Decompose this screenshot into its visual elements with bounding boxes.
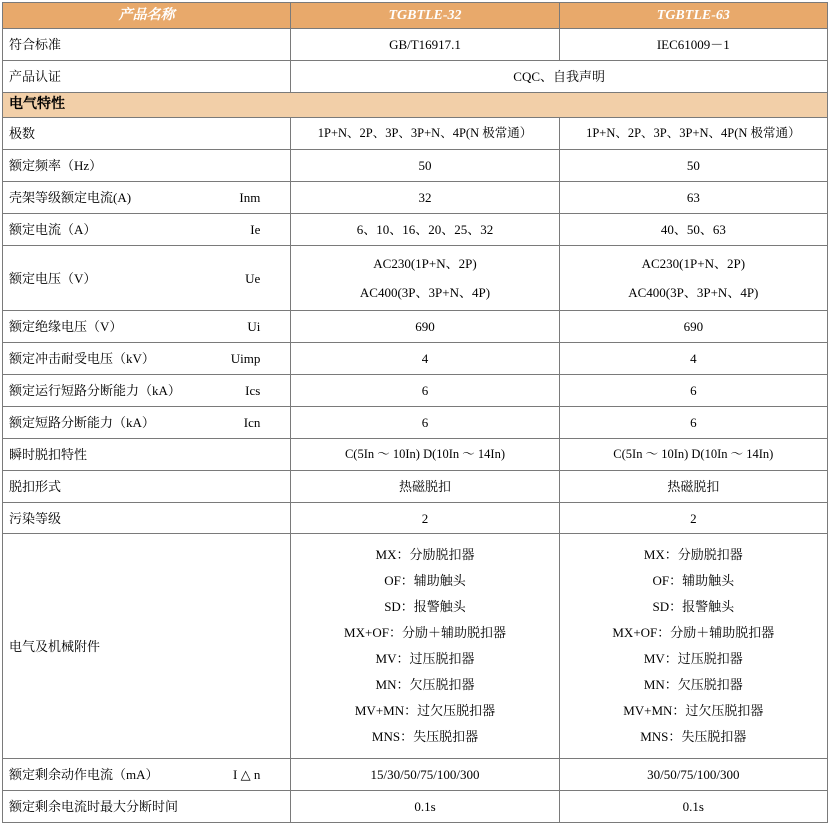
table-row	[3, 311, 828, 343]
table-row	[3, 407, 828, 439]
row-value-frame-current-b: 63	[559, 182, 827, 214]
row-value-residual-current-a: 15/30/50/75/100/300	[291, 759, 559, 791]
header-cell-model-a: TGBTLE-32	[291, 3, 559, 29]
row-symbol-impulse-voltage: Uimp	[230, 351, 261, 366]
accessory-b-7: MNS：失压脱扣器	[640, 729, 747, 744]
table-row	[3, 439, 828, 471]
row-value-pollution-degree-b: 2	[559, 503, 827, 534]
section-title-electrical: 电气特性	[3, 93, 828, 118]
row-value-trip-type-b: 热磁脱扣	[559, 471, 827, 503]
row-label-icn	[3, 407, 291, 439]
accessory-b-3: MX+OF：分励＋辅助脱扣器	[612, 625, 775, 640]
accessory-a-3: MX+OF：分励＋辅助脱扣器	[344, 625, 506, 640]
table-row	[3, 246, 828, 311]
row-label-residual-current	[3, 759, 291, 791]
accessory-b-1: OF：辅助触头	[652, 573, 735, 588]
accessory-a-0: MX：分励脱扣器	[375, 547, 475, 562]
row-label-residual-current-text: 额定剩余动作电流（mA）	[9, 767, 159, 782]
row-value-rated-voltage-b	[559, 246, 827, 311]
accessory-b-2: SD：报警触头	[652, 599, 735, 614]
header-cell-product-name: 产品名称	[3, 3, 291, 29]
row-label-frequency: 额定频率（Hz）	[3, 150, 291, 182]
row-label-standard: 符合标准	[3, 29, 291, 61]
row-label-insulation-voltage	[3, 311, 291, 343]
row-label-frame-current-text: 壳架等级额定电流(A)	[9, 190, 132, 205]
table-row	[3, 471, 828, 503]
table-row	[3, 343, 828, 375]
row-label-certification: 产品认证	[3, 61, 291, 93]
table-row	[3, 61, 828, 93]
row-value-pollution-degree-a: 2	[291, 503, 559, 534]
row-value-trip-type-a: 热磁脱扣	[291, 471, 559, 503]
row-value-poles-a: 1P+N、2P、3P、3P+N、4P(N 极常通）	[291, 118, 559, 150]
row-value-rated-voltage-a	[291, 246, 559, 311]
table-row	[3, 375, 828, 407]
accessory-b-6: MV+MN：过欠压脱扣器	[623, 703, 764, 718]
row-label-rated-current-text: 额定电流（A）	[9, 222, 97, 237]
row-value-breaking-time-a: 0.1s	[291, 791, 559, 823]
row-label-rated-current	[3, 214, 291, 246]
accessory-a-6: MV+MN：过欠压脱扣器	[354, 703, 496, 718]
row-value-certification: CQC、自我声明	[291, 61, 828, 93]
rated-voltage-a-line-1: AC230(1P+N、2P)	[373, 256, 477, 271]
row-value-impulse-voltage-b: 4	[559, 343, 827, 375]
product-spec-table	[2, 2, 828, 823]
row-value-breaking-time-b: 0.1s	[559, 791, 827, 823]
table-row	[3, 29, 828, 61]
row-value-icn-b: 6	[559, 407, 827, 439]
row-value-instant-trip-a: C(5In ～ 10In) D(10In ～ 14In)	[291, 439, 559, 471]
row-label-pollution-degree: 污染等级	[3, 503, 291, 534]
row-value-standard-b: IEC61009－1	[559, 29, 827, 61]
table-row	[3, 214, 828, 246]
row-value-standard-a: GB/T16917.1	[291, 29, 559, 61]
row-label-impulse-voltage	[3, 343, 291, 375]
accessory-a-4: MV：过压脱扣器	[375, 651, 475, 666]
row-value-frame-current-a: 32	[291, 182, 559, 214]
row-label-ics-text: 额定运行短路分断能力（kA）	[9, 383, 181, 398]
row-value-accessories-b	[559, 534, 827, 759]
row-value-ics-a: 6	[291, 375, 559, 407]
accessory-b-4: MV：过压脱扣器	[643, 651, 743, 666]
row-value-frequency-a: 50	[291, 150, 559, 182]
rated-voltage-b-line-2: AC400(3P、3P+N、4P)	[628, 285, 759, 300]
row-label-rated-voltage-text: 额定电压（V）	[9, 270, 97, 286]
header-cell-model-b: TGBTLE-63	[559, 3, 827, 29]
row-value-insulation-voltage-a: 690	[291, 311, 559, 343]
accessory-a-1: OF：辅助触头	[384, 573, 466, 588]
row-value-accessories-a	[291, 534, 559, 759]
row-symbol-frame-current: Inm	[239, 190, 261, 205]
row-symbol-insulation-voltage: Ui	[247, 319, 261, 334]
table-row	[3, 182, 828, 214]
row-label-breaking-time: 额定剩余电流时最大分断时间	[3, 791, 291, 823]
row-symbol-rated-current: Ie	[250, 222, 261, 237]
section-row-electrical	[3, 93, 828, 118]
table-row	[3, 150, 828, 182]
row-symbol-icn: Icn	[243, 415, 261, 430]
row-label-icn-text: 额定短路分断能力（kA）	[9, 415, 155, 430]
table-row	[3, 503, 828, 534]
row-label-impulse-voltage-text: 额定冲击耐受电压（kV）	[9, 351, 155, 366]
row-label-accessories: 电气及机械附件	[3, 534, 291, 759]
row-symbol-ics: Ics	[245, 383, 261, 398]
row-label-instant-trip: 瞬时脱扣特性	[3, 439, 291, 471]
accessory-a-2: SD：报警触头	[384, 599, 466, 614]
row-label-insulation-voltage-text: 额定绝缘电压（V）	[9, 319, 123, 334]
rated-voltage-a-line-2: AC400(3P、3P+N、4P)	[359, 285, 491, 300]
row-value-frequency-b: 50	[559, 150, 827, 182]
row-label-frame-current	[3, 182, 291, 214]
row-value-rated-current-a: 6、10、16、20、25、32	[291, 214, 559, 246]
accessory-a-7: MNS：失压脱扣器	[371, 729, 479, 744]
row-value-rated-current-b: 40、50、63	[559, 214, 827, 246]
row-label-ics	[3, 375, 291, 407]
table-row	[3, 118, 828, 150]
row-value-residual-current-b: 30/50/75/100/300	[559, 759, 827, 791]
row-value-insulation-voltage-b: 690	[559, 311, 827, 343]
table-row	[3, 791, 828, 823]
row-value-poles-b: 1P+N、2P、3P、3P+N、4P(N 极常通）	[559, 118, 827, 150]
accessory-b-0: MX：分励脱扣器	[643, 547, 743, 562]
row-symbol-residual-current: I △ n	[233, 767, 261, 782]
rated-voltage-b-line-1: AC230(1P+N、2P)	[641, 256, 746, 271]
row-value-ics-b: 6	[559, 375, 827, 407]
table-header-row	[3, 3, 828, 29]
table-row	[3, 759, 828, 791]
row-label-trip-type: 脱扣形式	[3, 471, 291, 503]
row-label-rated-voltage	[3, 246, 291, 311]
row-symbol-rated-voltage: Ue	[245, 270, 261, 286]
row-value-instant-trip-b: C(5In ～ 10In) D(10In ～ 14In)	[559, 439, 827, 471]
row-value-impulse-voltage-a: 4	[291, 343, 559, 375]
row-value-icn-a: 6	[291, 407, 559, 439]
accessory-b-5: MN：欠压脱扣器	[643, 677, 743, 692]
table-row-accessories	[3, 534, 828, 759]
row-label-poles: 极数	[3, 118, 291, 150]
accessory-a-5: MN：欠压脱扣器	[375, 677, 475, 692]
